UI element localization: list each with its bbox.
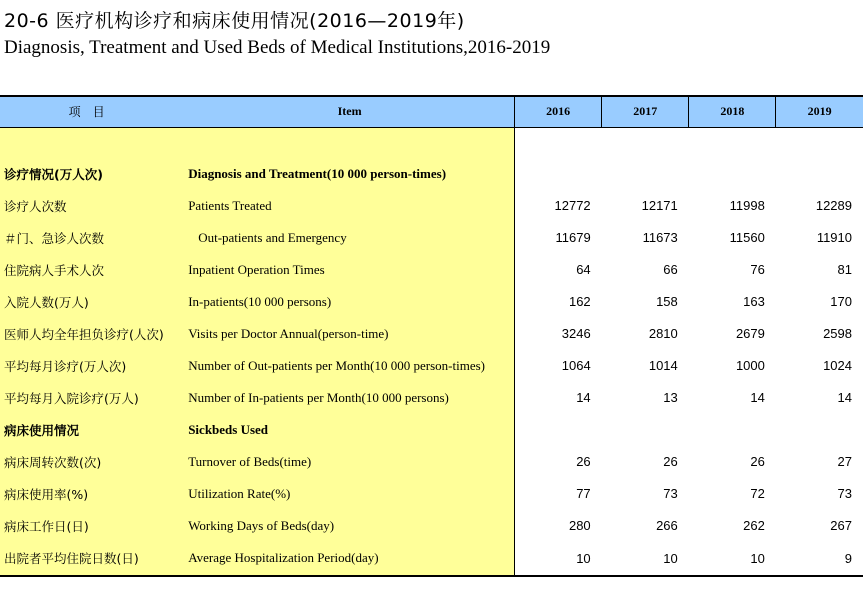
value-cell-2017: 13: [663, 390, 678, 405]
value-cell-2016: 64: [576, 262, 591, 277]
value-cell-2017: 26: [663, 454, 678, 469]
table-row: [0, 286, 863, 318]
row-label-cn: 病床使用情况: [0, 414, 185, 446]
value-cell-2019: [776, 414, 863, 446]
section-row: [0, 414, 863, 446]
value-cell-2018: 26: [750, 454, 765, 469]
value-cell-2016: 14: [576, 390, 591, 405]
header-year-2018: 2018: [689, 96, 776, 127]
value-cell-2018: 10: [689, 542, 776, 576]
table-row: [0, 222, 863, 254]
row-label-cn: 平均每月诊疗(万人次): [0, 350, 185, 382]
value-cell-2018: 1000: [735, 358, 765, 373]
table-row: [0, 350, 863, 382]
row-label-cn: 出院者平均住院日数(日): [0, 542, 185, 576]
value-cell-2017: 10: [602, 542, 689, 576]
spacer-cell: [602, 127, 689, 158]
spacer-cell: [689, 127, 776, 158]
value-cell-2017: 266: [656, 518, 678, 533]
page-title-cn: 20-6 医疗机构诊疗和病床使用情况(2016—2019年): [4, 10, 465, 32]
header-year-2016: 2016: [515, 96, 602, 127]
value-cell-2018: 76: [750, 262, 765, 277]
value-cell-2017: [602, 414, 689, 446]
value-cell-2018: 11560: [729, 230, 765, 245]
value-cell-2018: 14: [750, 390, 765, 405]
spacer-cell: [776, 127, 863, 158]
value-cell-2018: 2679: [735, 326, 765, 341]
row-label-en: Number of Out-patients per Month(10 000 person-times): [185, 350, 514, 382]
row-label-en: Average Hospitalization Period(day): [185, 542, 514, 576]
value-cell-2016: 26: [576, 454, 591, 469]
spacer-row: [0, 127, 863, 158]
value-cell-2018: 11998: [729, 198, 765, 213]
spacer-cell: [515, 127, 602, 158]
row-label-en: Diagnosis and Treatment(10 000 person-times): [185, 158, 514, 190]
spacer-cell-cn: [0, 127, 185, 158]
row-label-en: Out-patients and Emergency: [185, 222, 514, 254]
value-cell-2019: 1024: [823, 358, 852, 373]
header-year-2019: 2019: [776, 96, 863, 127]
table-row: [0, 190, 863, 222]
row-label-en: In-patients(10 000 persons): [185, 286, 514, 318]
row-label-cn: 病床工作日(日): [0, 510, 185, 542]
value-cell-2018: [689, 158, 776, 190]
value-cell-2017: 1014: [648, 358, 678, 373]
row-label-cn: 住院病人手术人次: [0, 254, 185, 286]
row-label-cn: 平均每月入院诊疗(万人): [0, 382, 185, 414]
value-cell-2019: 170: [830, 294, 852, 309]
value-cell-2018: [689, 414, 776, 446]
value-cell-2019: 2598: [823, 326, 852, 341]
value-cell-2019: 27: [837, 454, 852, 469]
row-label-en: Turnover of Beds(time): [185, 446, 514, 478]
row-label-cn: 病床周转次数(次): [0, 446, 185, 478]
header-year-2017: 2017: [602, 96, 689, 127]
row-label-cn: 医师人均全年担负诊疗(人次): [0, 318, 185, 350]
value-cell-2018: 163: [743, 294, 765, 309]
value-cell-2019: 11910: [816, 230, 852, 245]
value-cell-2016: 280: [568, 518, 591, 533]
value-cell-2016: 11679: [555, 230, 591, 245]
spacer-cell-en: [185, 127, 514, 158]
row-label-en: Number of In-patients per Month(10 000 persons): [185, 382, 514, 414]
row-label-cn: 病床使用率(%): [0, 478, 185, 510]
row-label-cn: 诊疗人次数: [0, 190, 185, 222]
value-cell-2017: 2810: [648, 326, 678, 341]
value-cell-2017: 12171: [641, 198, 678, 213]
value-cell-2019: 12289: [815, 198, 852, 213]
row-label-en: Utilization Rate(%): [185, 478, 514, 510]
value-cell-2016: 162: [568, 294, 591, 309]
table-row: [0, 318, 863, 350]
value-cell-2019: 267: [830, 518, 852, 533]
value-cell-2016: 12772: [554, 198, 591, 213]
value-cell-2016: 77: [576, 486, 591, 501]
table-header-row: [0, 96, 863, 127]
value-cell-2016: [515, 158, 602, 190]
header-item-cn: 项目: [0, 96, 185, 127]
header-item-en: Item: [185, 96, 514, 127]
value-cell-2019: [776, 158, 863, 190]
statistics-table: [0, 95, 863, 577]
value-cell-2017: 11673: [642, 230, 678, 245]
value-cell-2017: 158: [656, 294, 678, 309]
value-cell-2016: 1064: [561, 358, 591, 373]
table-body: [0, 127, 863, 576]
row-label-cn: 诊疗情况(万人次): [0, 158, 185, 190]
value-cell-2018: 262: [743, 518, 765, 533]
value-cell-2017: 73: [663, 486, 678, 501]
value-cell-2018: 72: [750, 486, 765, 501]
table-row: [0, 478, 863, 510]
value-cell-2017: 66: [663, 262, 678, 277]
table-row: [0, 446, 863, 478]
section-row: [0, 158, 863, 190]
table-row: [0, 510, 863, 542]
table-row: [0, 254, 863, 286]
statistics-table-container: [0, 95, 863, 606]
value-cell-2019: 73: [837, 486, 852, 501]
value-cell-2016: 3246: [561, 326, 591, 341]
value-cell-2019: 9: [776, 542, 863, 576]
value-cell-2016: 10: [515, 542, 602, 576]
value-cell-2019: 81: [837, 262, 852, 277]
row-label-en: Working Days of Beds(day): [185, 510, 514, 542]
row-label-cn: ＃门、急诊人次数: [0, 222, 185, 254]
row-label-en: Sickbeds Used: [185, 414, 514, 446]
table-row: [0, 542, 863, 576]
value-cell-2019: 14: [837, 390, 852, 405]
value-cell-2017: [602, 158, 689, 190]
row-label-en: Visits per Doctor Annual(person-time): [185, 318, 514, 350]
row-label-en: Inpatient Operation Times: [185, 254, 514, 286]
row-label-en: Patients Treated: [185, 190, 514, 222]
page-title-en: Diagnosis, Treatment and Used Beds of Medical Institutions,2016-2019: [4, 37, 551, 58]
row-label-cn: 入院人数(万人): [0, 286, 185, 318]
table-row: [0, 382, 863, 414]
value-cell-2016: [515, 414, 602, 446]
